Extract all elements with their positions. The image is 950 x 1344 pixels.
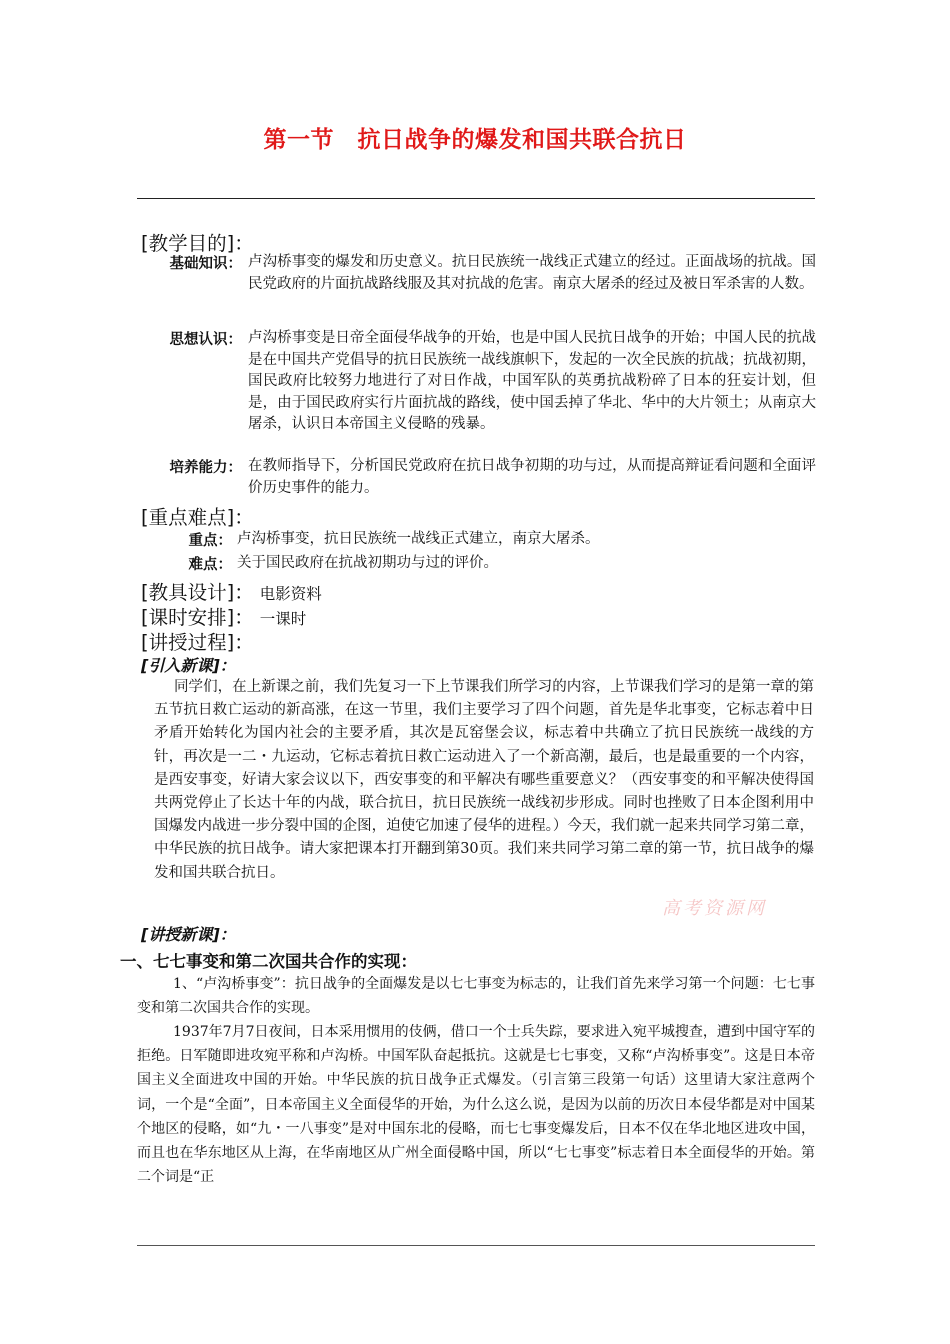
- intro-heading: [引入新课]：: [141, 656, 236, 675]
- key-label: 重点：: [188, 533, 232, 549]
- intro-paragraph: 同学们，在上新课之前，我们先复习一下上节课我们所学习的内容，上节课我们学习的是第一章的第五节抗日救亡运动的新高涨，在这一节里，我们主要学习了四个问题，首先是华北事变，它标志着中日矛盾开始转化为国内社会的主要矛盾，其次是瓦窑堡会议，标志着中共确立了抗日民族统一战线的方针，再次是一二・九运动，它标志着抗日救亡运动进入了一个新高潮，最后，也是最重要的一个内容，是西安事变，好请大家会议以下，西安事变的和平解决有哪些重要意义？（西安事变的和平解决使得国共两党停止了长达十年的内战，联合抗日，抗日民族统一战线初步形成。同时也挫败了日本企图利用中国爆发内战进一步分裂中国的企图，迫使它加速了侵华的进程。）今天，我们就一起来共同学习第二章，中华民族的抗日战争。请大家把课本打开翻到第30页。我们来共同学习第二章的第一节，抗日战争的爆发和国共联合抗日。: [154, 679, 814, 881]
- lesson-paragraph-2: 1937年7月7日夜间，日本采用惯用的伎俩，借口一个士兵失踪，要求进入宛平城搜查，遭到中国守军的拒绝。日军随即进攻宛平称和卢沟桥。中国军队奋起抵抗。这就是七七事变，又称“卢沟桥事变”。这是日本帝国主义全面进攻中国的开始。中华民族的抗日战争正式爆发。（引言第三段第一句话）这里请大家注意两个词，一个是“全面”，日本帝国主义全面侵华的开始，为什么这么说，是因为以前的历次日本侵华都是对中国某个地区的侵略，如“九・一八事变”是对中国东北的侵略，而七七事变爆发后，日本不仅在华北地区进攻中国，而且也在华东地区从上海，在华南地区从广州全面侵略中国，所以“七七事变”标志着日本全面侵华的开始。第二个词是“正: [137, 1024, 815, 1186]
- key-text: 卢沟桥事变，抗日民族统一战线正式建立，南京大屠杀。: [237, 531, 600, 547]
- watermark: 高考资源网: [662, 898, 767, 919]
- difficulty-text: 关于国民政府在抗战初期功与过的评价。: [237, 555, 498, 571]
- difficulty-label: 难点：: [188, 557, 232, 573]
- part-one-heading: 一、七七事变和第二次国共合作的实现：: [120, 952, 417, 971]
- thought-text: 卢沟桥事变是日帝全面侵华战争的开始，也是中国人民抗日战争的开始；中国人民的抗战是在中国共产党倡导的抗日民族统一战线旗帜下，发起的一次全民族的抗战；抗战初期，国民政府比较努力地进行了对日作战，中国军队的英勇抗战粉碎了日本的狂妄计划，但是，由于国民政府实行片面抗战的路线，使中国丢掉了华北、华中的大片领土；从南京大屠杀，认识日本帝国主义侵略的残暴。: [248, 330, 816, 432]
- lesson-paragraph-1: 1、“卢沟桥事变”：抗日战争的全面爆发是以七七事变为标志的，让我们首先来学习第一个问题：七七事变和第二次国共合作的实现。: [137, 976, 815, 1017]
- tools-heading: [141, 577, 322, 605]
- time-heading-label: [课时安排]：: [141, 606, 254, 629]
- process-heading: [讲授过程]：: [141, 631, 254, 654]
- ability-label: 培养能力：: [169, 460, 242, 476]
- time-value: 一课时: [259, 610, 307, 628]
- basic-knowledge-text: 卢沟桥事变的爆发和历史意义。抗日民族统一战线正式建立的经过。正面战场的抗战。国民党政府的片面抗战路线服及其对抗战的危害。南京大屠杀的经过及被日军杀害的人数。: [248, 254, 816, 292]
- tools-value: 电影资料: [259, 585, 322, 603]
- thought-label: 思想认识：: [169, 332, 242, 348]
- tools-heading-label: [教具设计]：: [141, 581, 254, 604]
- time-heading: [141, 602, 306, 630]
- basic-knowledge-label: 基础知识：: [169, 256, 242, 272]
- top-divider: [137, 198, 815, 199]
- ability-text: 在教师指导下，分析国民党政府在抗日战争初期的功与过，从而提高辩证看问题和全面评价历史事件的能力。: [248, 458, 816, 496]
- goals-heading: [教学目的]：: [141, 232, 254, 255]
- teach-heading: [讲授新课]：: [141, 925, 236, 944]
- key-points-heading: [重点难点]：: [141, 506, 254, 529]
- bottom-divider: [137, 1245, 815, 1246]
- page-title: 第一节 抗日战争的爆发和国共联合抗日: [263, 127, 687, 153]
